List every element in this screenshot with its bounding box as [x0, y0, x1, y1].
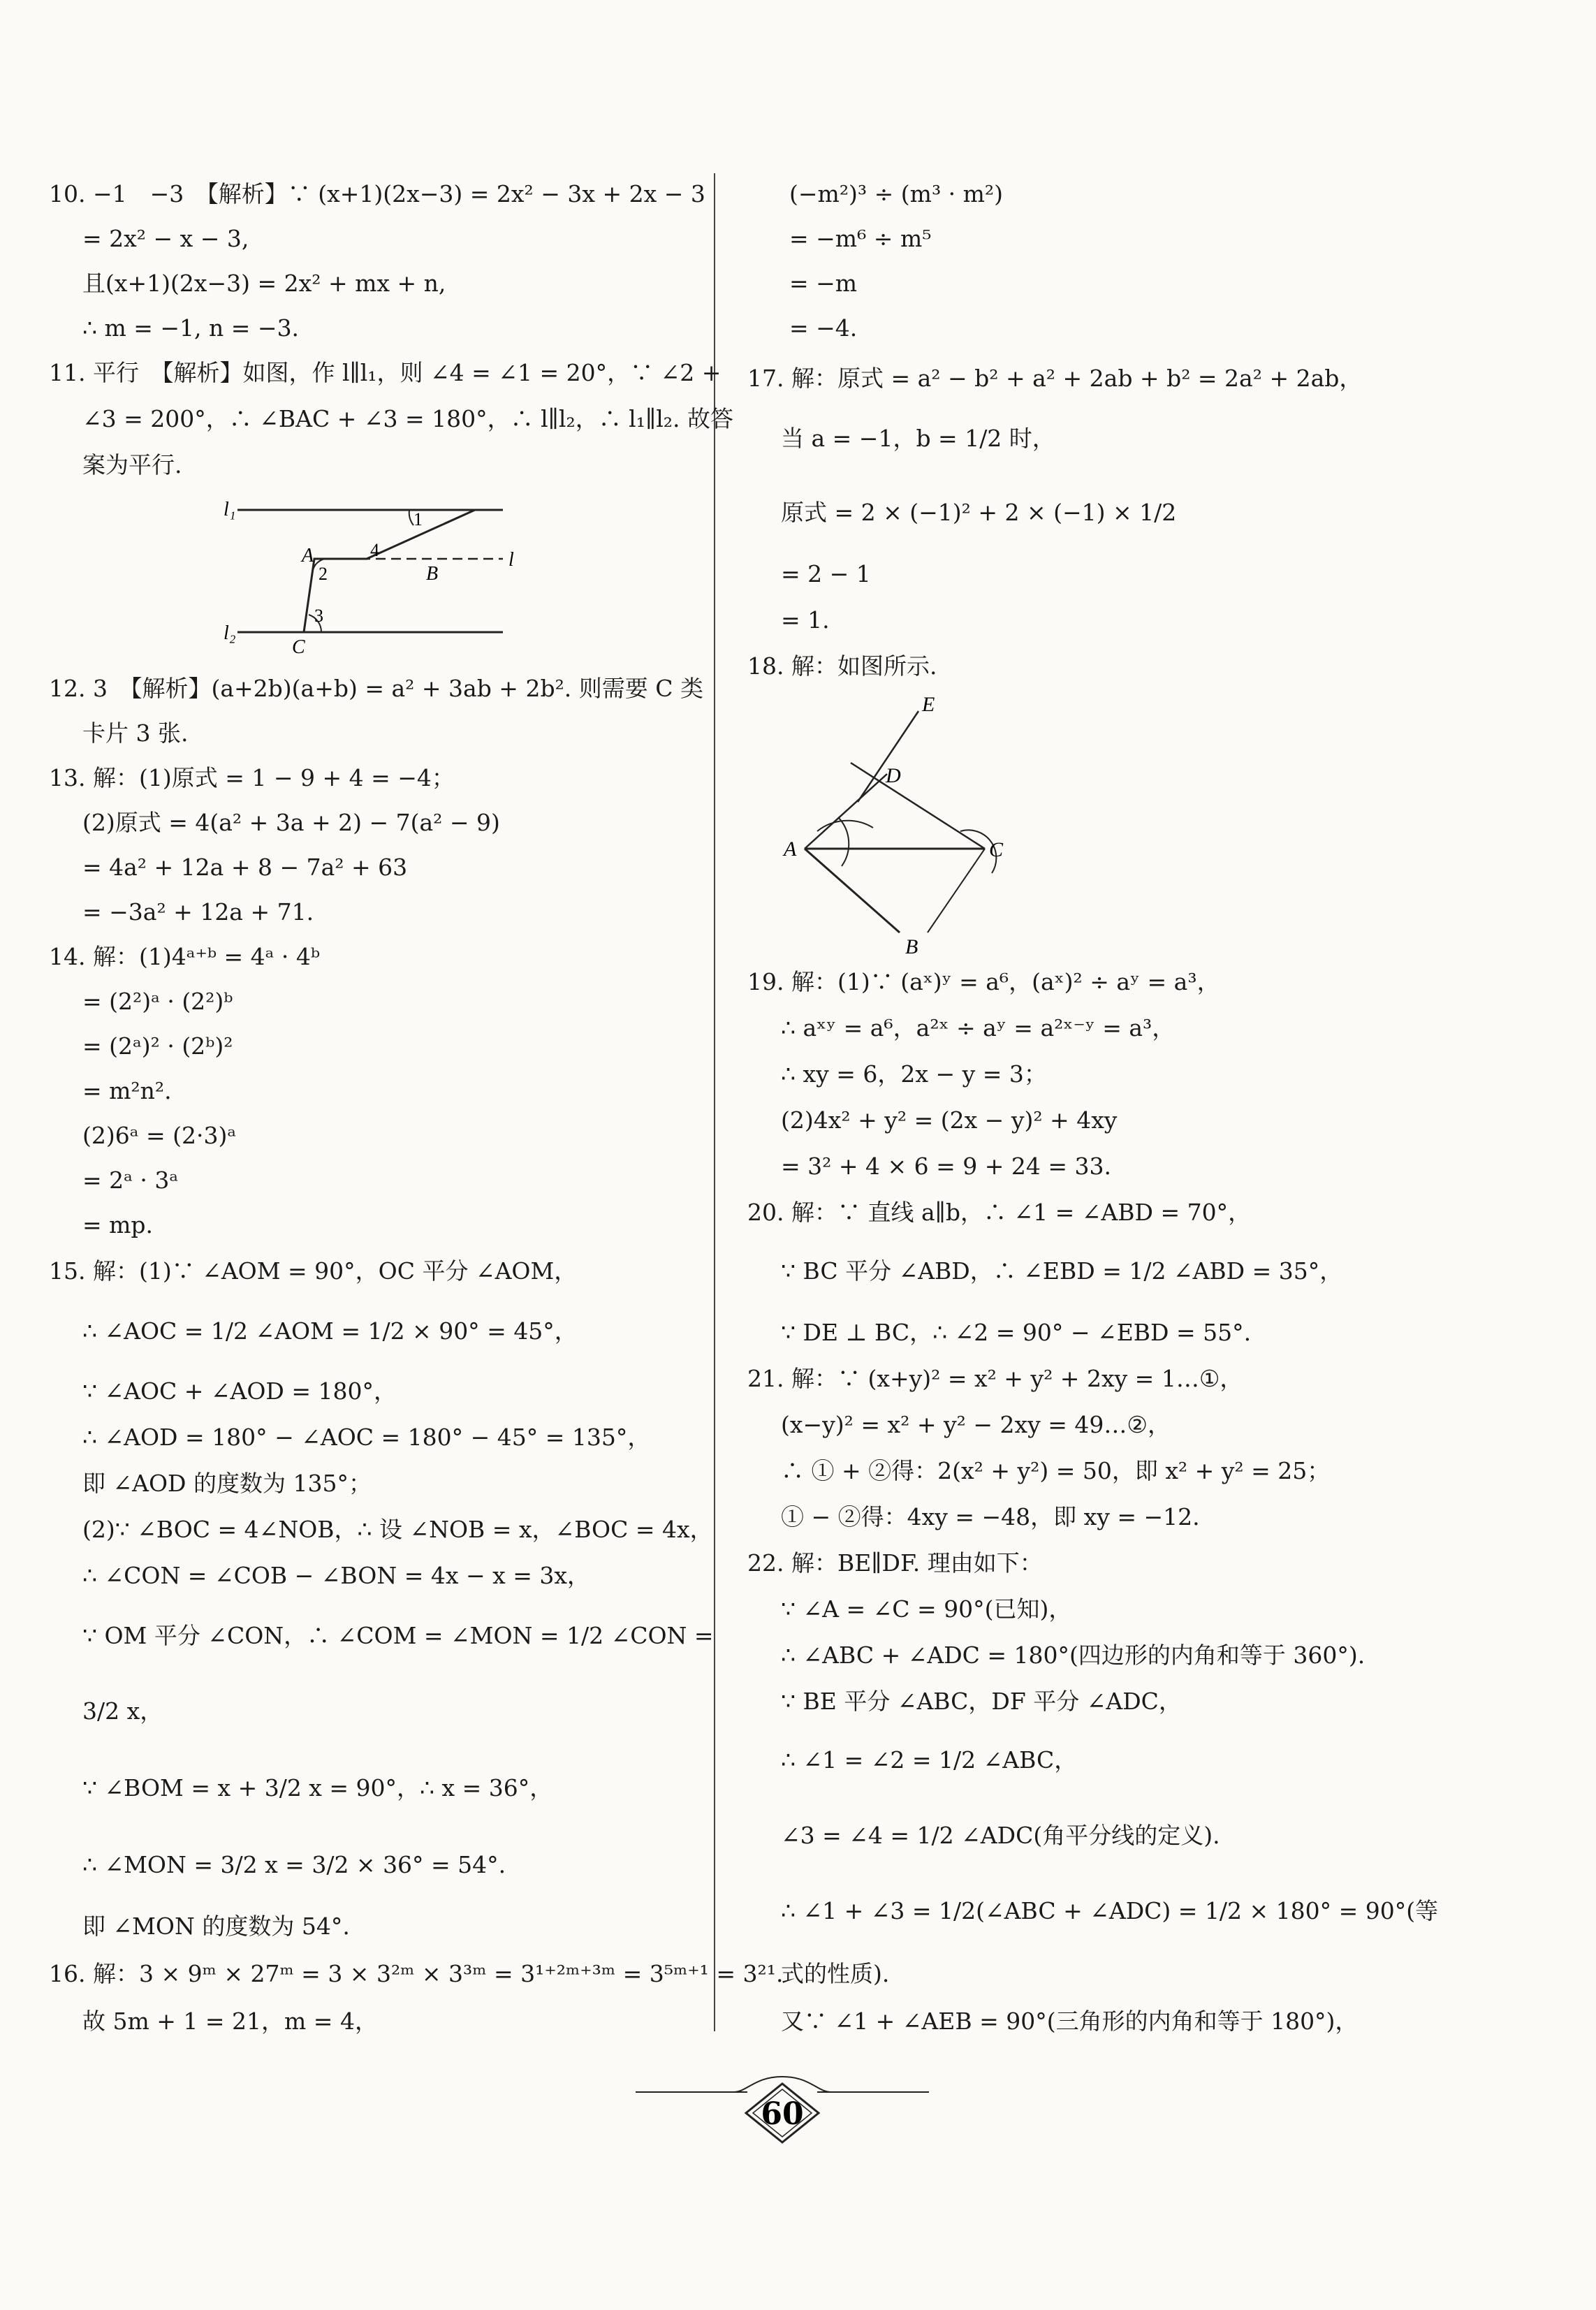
label-1: 1: [413, 509, 423, 529]
label-C: C: [989, 838, 1004, 861]
page-number: 60: [761, 2096, 804, 2132]
q21-line1: 21. 解：∵ (x+y)² = x² + y² + 2xy = 1…①，: [747, 1365, 1243, 1392]
q15-line11: ∴ ∠MON = 3/2 x = 3/2 × 36° = 54°.: [82, 1851, 506, 1878]
q13-line2: (2)原式 = 4(a² + 3a + 2) − 7(a² − 9): [82, 809, 500, 836]
q14-line5: (2)6ᵃ = (2·3)ᵃ: [82, 1122, 237, 1149]
q22-line4: ∵ BE 平分 ∠ABC，DF 平分 ∠ADC，: [781, 1688, 1182, 1715]
line-AD: [805, 774, 887, 849]
q15-line7: ∴ ∠CON = ∠COB − ∠BON = 4x − x = 3x，: [82, 1562, 590, 1589]
q15-line9: 3/2 x，: [82, 1697, 163, 1725]
q10-line1: 10. −1 −3 【解析】∵ (x+1)(2x−3) = 2x² − 3x + 2x − 3: [49, 180, 705, 207]
q10-line2: = 2x² − x − 3,: [82, 225, 249, 252]
label-2: 2: [319, 564, 328, 584]
q20-line1: 20. 解：∵ 直线 a∥b，∴ ∠1 = ∠ABD = 70°，: [747, 1199, 1252, 1226]
q14-line1: 14. 解：(1)4ᵃ⁺ᵇ = 4ᵃ · 4ᵇ: [49, 943, 321, 970]
q19-line2: ∴ aˣʸ = a⁶，a²ˣ ÷ aʸ = a²ˣ⁻ʸ = a³，: [781, 1014, 1176, 1041]
q13-line3: = 4a² + 12a + 8 − 7a² + 63: [82, 854, 408, 881]
column-divider: [714, 173, 715, 2031]
q22-line2: ∵ ∠A = ∠C = 90°(已知)，: [781, 1595, 1072, 1623]
q19-line5: = 3² + 4 × 6 = 9 + 24 = 33.: [781, 1153, 1111, 1180]
label-l: l: [508, 549, 514, 571]
q22-line9: 又∵ ∠1 + ∠AEB = 90°(三角形的内角和等于 180°)，: [781, 2008, 1359, 2035]
q18-line1: 18. 解：如图所示.: [747, 652, 937, 680]
q15-line5: 即 ∠AOD 的度数为 135°；: [82, 1470, 372, 1497]
label-4: 4: [370, 540, 379, 560]
line-E-perp: [858, 711, 918, 802]
q21-line3: ∴ ① + ②得：2(x² + y²) = 50，即 x² + y² = 25；: [781, 1457, 1331, 1484]
q21-line2: (x−y)² = x² + y² − 2xy = 49…②，: [781, 1411, 1171, 1438]
q17-line2: 当 a = −1，b = 1/2 时，: [781, 425, 1055, 452]
q16-line2: 故 5m + 1 = 21，m = 4，: [82, 2008, 378, 2035]
line-DC: [851, 763, 985, 849]
q20-line3: ∵ DE ⊥ BC，∴ ∠2 = 90° − ∠EBD = 55°.: [781, 1319, 1252, 1346]
q15-line4: ∴ ∠AOD = 180° − ∠AOC = 180° − 45° = 135°，: [82, 1424, 651, 1451]
q16-cont-line1: (−m²)³ ÷ (m³ · m²): [789, 180, 1004, 207]
q14-line2: = (2²)ᵃ · (2²)ᵇ: [82, 988, 233, 1015]
q13-line1: 13. 解：(1)原式 = 1 − 9 + 4 = −4；: [49, 764, 455, 791]
label-B: B: [426, 563, 439, 585]
label-C: C: [292, 636, 305, 657]
q17-line5: = 1.: [781, 606, 830, 634]
q11-line1: 11. 平行 【解析】如图，作 l∥l₁，则 ∠4 = ∠1 = 20°，∵ ∠2 +: [49, 359, 722, 386]
q17-line3: 原式 = 2 × (−1)² + 2 × (−1) × 1/2: [781, 499, 1177, 526]
line-AB: [805, 849, 900, 933]
q11-figure: [210, 489, 531, 657]
q15-line6: (2)∵ ∠BOC = 4∠NOB，∴ 设 ∠NOB = x，∠BOC = 4x，: [82, 1516, 713, 1543]
label-A: A: [784, 838, 797, 861]
q17-line1: 17. 解：原式 = a² − b² + a² + 2ab + b² = 2a² + 2ab，: [747, 365, 1363, 392]
q17-line4: = 2 − 1: [781, 560, 871, 587]
q20-line2: ∵ BC 平分 ∠ABD，∴ ∠EBD = 1/2 ∠ABD = 35°，: [781, 1257, 1343, 1285]
q22-line3: ∴ ∠ABC + ∠ADC = 180°(四边形的内角和等于 360°).: [781, 1642, 1366, 1669]
q22-line7: ∴ ∠1 + ∠3 = 1/2(∠ABC + ∠ADC) = 1/2 × 180° = 90°(等: [781, 1897, 1439, 1924]
q14-line4: = m²n².: [82, 1077, 172, 1104]
label-l1: l₁: [224, 499, 236, 520]
page-number-badge: [636, 2071, 929, 2148]
q16-cont-line4: = −4.: [789, 314, 858, 342]
q22-line6: ∠3 = ∠4 = 1/2 ∠ADC(角平分线的定义).: [781, 1822, 1220, 1849]
label-B: B: [905, 935, 918, 957]
q14-line7: = mp.: [82, 1211, 154, 1238]
label-A: A: [302, 545, 314, 566]
q14-line3: = (2ᵃ)² · (2ᵇ)²: [82, 1032, 233, 1060]
q22-line5: ∴ ∠1 = ∠2 = 1/2 ∠ABC，: [781, 1746, 1078, 1774]
q16-cont-line3: = −m: [789, 270, 858, 297]
q16-cont-line2: = −m⁶ ÷ m⁵: [789, 225, 932, 252]
line-CB: [928, 849, 985, 933]
q22-line8: 式的性质).: [781, 1960, 890, 1987]
q13-line4: = −3a² + 12a + 71.: [82, 898, 314, 926]
q18-figure: [775, 692, 1027, 957]
q15-line8: ∵ OM 平分 ∠CON，∴ ∠COM = ∠MON = 1/2 ∠CON =: [82, 1622, 714, 1649]
q15-line2: ∴ ∠AOC = 1/2 ∠AOM = 1/2 × 90° = 45°，: [82, 1317, 578, 1345]
label-l2: l₂: [224, 622, 236, 644]
q22-line1: 22. 解：BE∥DF. 理由如下：: [747, 1549, 1043, 1577]
q15-line1: 15. 解：(1)∵ ∠AOM = 90°，OC 平分 ∠AOM，: [49, 1257, 578, 1285]
q19-line4: (2)4x² + y² = (2x − y)² + 4xy: [781, 1106, 1118, 1134]
q15-line10: ∵ ∠BOM = x + 3/2 x = 90°，∴ x = 36°，: [82, 1774, 553, 1801]
q21-line4: ① − ②得：4xy = −48，即 xy = −12.: [781, 1503, 1200, 1530]
bent-line: [304, 510, 475, 632]
q10-line4: ∴ m = −1, n = −3.: [82, 314, 300, 342]
q15-line12: 即 ∠MON 的度数为 54°.: [82, 1913, 350, 1940]
label-D: D: [886, 764, 901, 787]
q11-line3: 案为平行.: [82, 451, 182, 478]
label-E: E: [922, 693, 935, 716]
q19-line3: ∴ xy = 6，2x − y = 3；: [781, 1060, 1047, 1088]
label-3: 3: [314, 606, 323, 626]
q12-line2: 卡片 3 张.: [82, 719, 189, 747]
q19-line1: 19. 解：(1)∵ (aˣ)ʸ = a⁶，(aˣ)² ÷ aʸ = a³，: [747, 968, 1220, 995]
q16-line1: 16. 解：3 × 9ᵐ × 27ᵐ = 3 × 3²ᵐ × 3³ᵐ = 3¹⁺²ᵐ⁺³ᵐ = 3⁵ᵐ⁺¹ = 3²¹.: [49, 1960, 784, 1987]
q12-line1: 12. 3 【解析】(a+2b)(a+b) = a² + 3ab + 2b². 则需要 C 类: [49, 675, 704, 702]
q11-line2: ∠3 = 200°，∴ ∠BAC + ∠3 = 180°，∴ l∥l₂，∴ l₁∥l₂. 故答: [82, 405, 733, 432]
q15-line3: ∵ ∠AOC + ∠AOD = 180°，: [82, 1377, 397, 1405]
q10-line3: 且(x+1)(2x−3) = 2x² + mx + n,: [82, 270, 446, 297]
q14-line6: = 2ᵃ · 3ᵃ: [82, 1167, 179, 1194]
